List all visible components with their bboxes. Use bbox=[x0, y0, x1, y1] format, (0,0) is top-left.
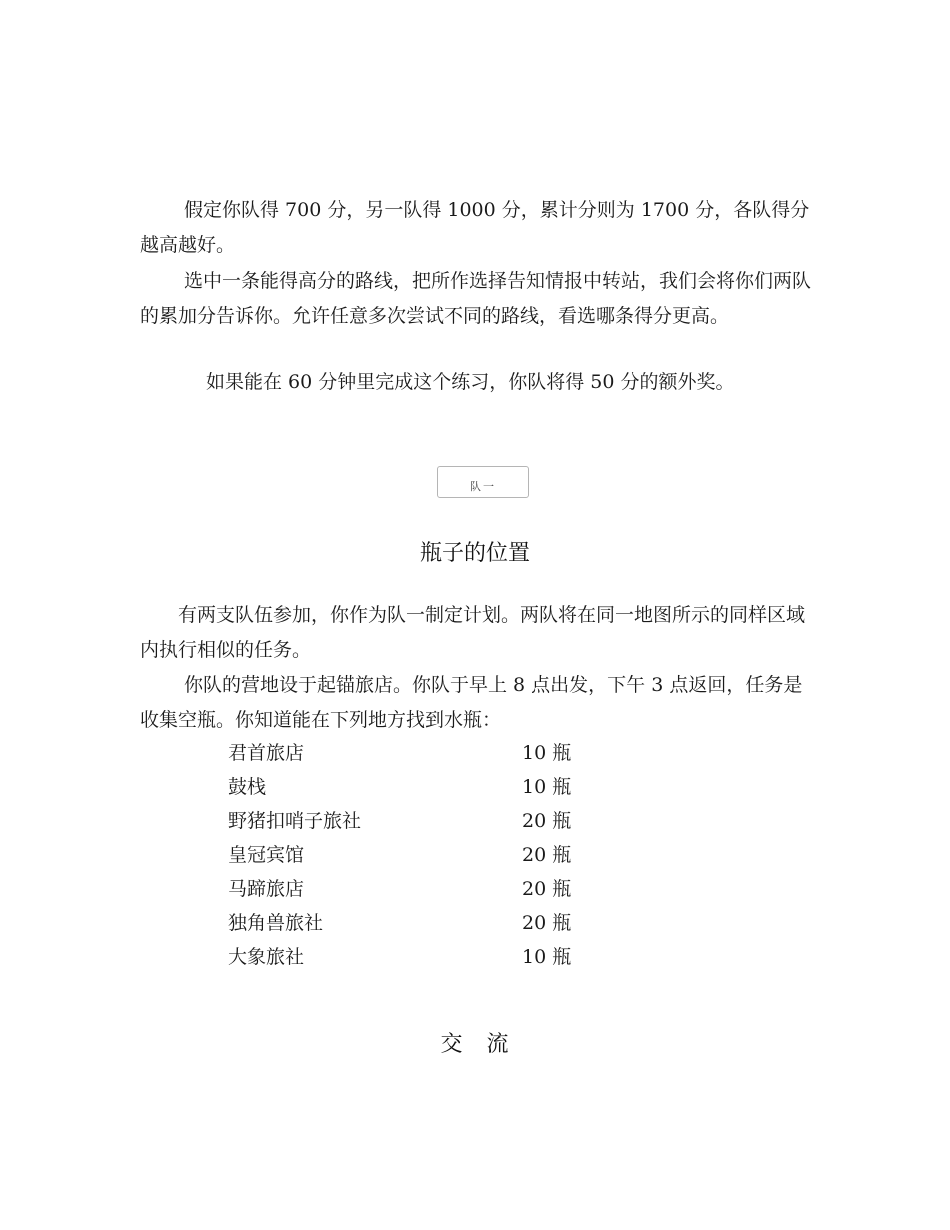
intro-paragraph-bonus: 如果能在 60 分钟里完成这个练习，你队将得 50 分的额外奖。 bbox=[206, 371, 735, 393]
intro-paragraph-route: 选中一条能得高分的路线，把所作选择告知情报中转站，我们会将你们两队的累加分告诉你。允许任意多次尝试不同的路线，看选哪条得分更高。 bbox=[140, 270, 812, 327]
location-name: 独角兽旅社 bbox=[228, 912, 324, 934]
bottle-count: 20 瓶 bbox=[522, 810, 572, 832]
location-name: 鼓栈 bbox=[228, 776, 267, 798]
location-name: 大象旅社 bbox=[228, 946, 305, 968]
location-name: 皇冠宾馆 bbox=[228, 844, 305, 866]
section-title-bottle-locations: 瓶子的位置 bbox=[419, 541, 530, 566]
bottle-location-list bbox=[228, 736, 628, 974]
section-paragraph-teams: 有两支队伍参加，你作为队一制定计划。两队将在同一地图所示的同样区域内执行相似的任务。 bbox=[140, 604, 806, 661]
section-paragraph-mission: 你队的营地设于起锚旅店。你队于早上 8 点出发，下午 3 点返回，任务是收集空瓶。你知道能在下列地方找到水瓶： bbox=[140, 674, 803, 731]
bottle-count: 10 瓶 bbox=[522, 776, 572, 798]
list-item bbox=[228, 804, 628, 838]
list-item bbox=[228, 906, 628, 940]
list-item bbox=[228, 940, 628, 974]
location-name: 马蹄旅店 bbox=[228, 878, 305, 900]
bottle-count: 10 瓶 bbox=[522, 742, 572, 764]
list-item bbox=[228, 838, 628, 872]
section-title-communication: 交 流 bbox=[440, 1032, 510, 1057]
intro-paragraph-scoring: 假定你队得 700 分，另一队得 1000 分，累计分则为 1700 分，各队得分越高越好。 bbox=[140, 199, 810, 256]
location-name: 野猪扣哨子旅社 bbox=[228, 810, 362, 832]
list-item bbox=[228, 872, 628, 906]
list-item bbox=[228, 736, 628, 770]
bottle-count: 20 瓶 bbox=[522, 912, 572, 934]
bottle-count: 10 瓶 bbox=[522, 946, 572, 968]
team-tag-box bbox=[437, 466, 529, 498]
location-name: 君首旅店 bbox=[228, 742, 305, 764]
team-tag-label: 队一 bbox=[470, 480, 496, 493]
list-item bbox=[228, 770, 628, 804]
bottle-count: 20 瓶 bbox=[522, 878, 572, 900]
bottle-count: 20 瓶 bbox=[522, 844, 572, 866]
